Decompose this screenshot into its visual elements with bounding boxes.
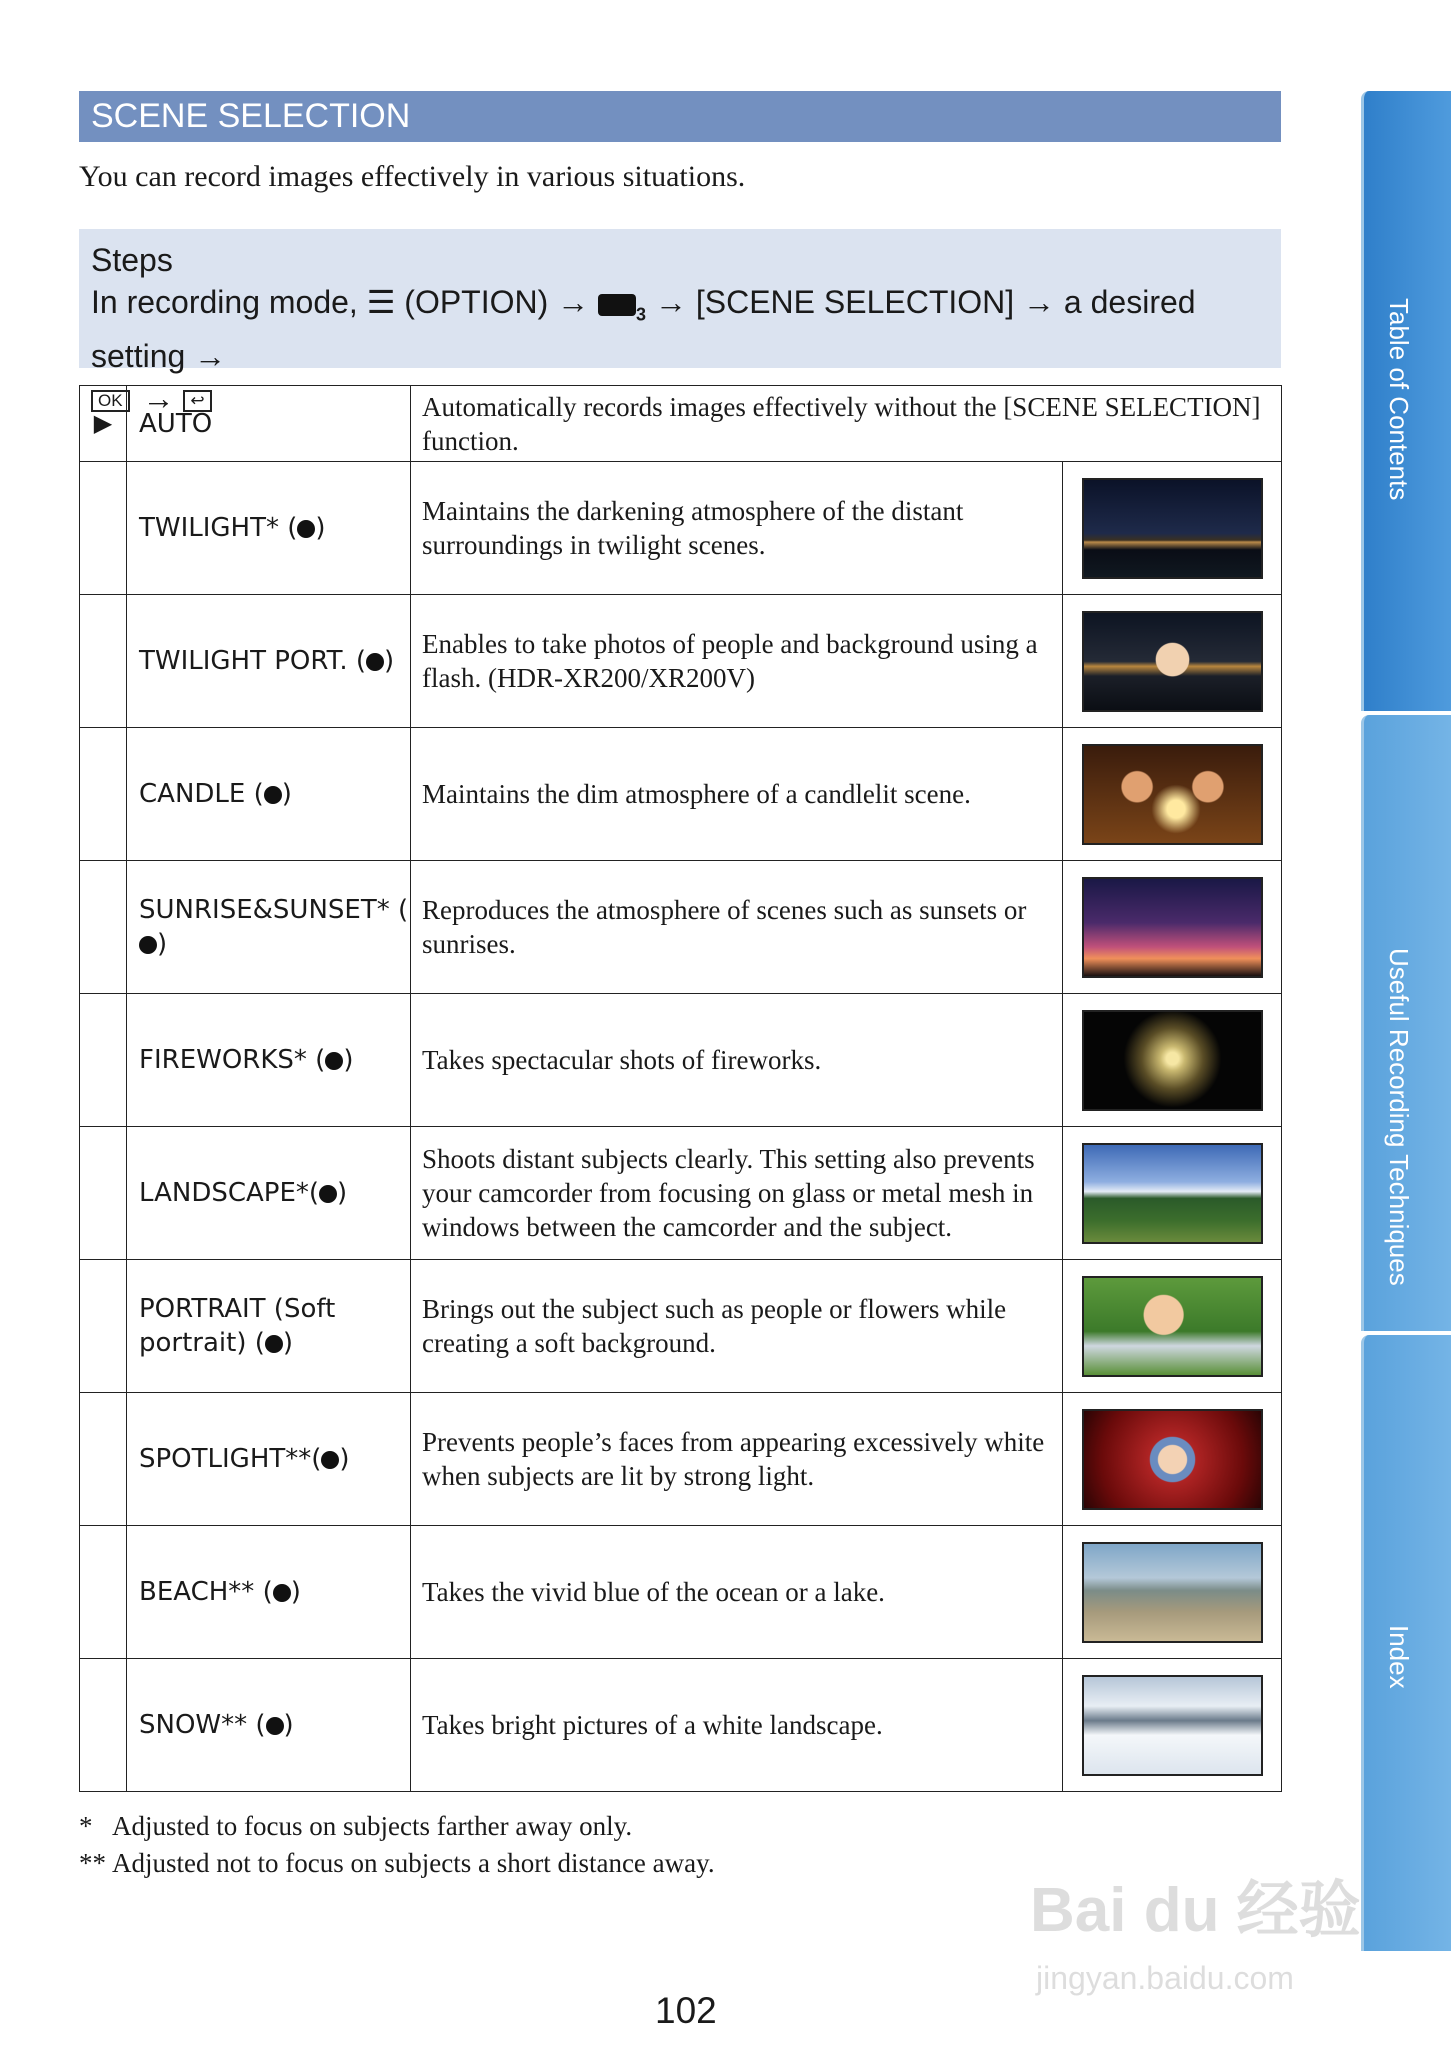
scene-name: TWILIGHT* ( ) — [127, 462, 411, 595]
scene-image-cell — [1063, 994, 1282, 1127]
footnote-2: ** Adjusted not to focus on subjects a short distance away. — [79, 1848, 715, 1878]
landscape-icon — [319, 1185, 337, 1203]
section-header: SCENE SELECTION — [79, 91, 1281, 142]
scene-table — [79, 385, 1282, 1792]
row-marker: ▶ — [80, 386, 127, 462]
steps-heading: Steps — [91, 242, 173, 278]
watermark-logo: Bai du 经验 — [1030, 1876, 1361, 1945]
scene-description: Enables to take photos of people and background using a flash. (HDR-XR200/XR200V) — [411, 595, 1063, 728]
intro-text: You can record images effectively in various situations. — [79, 160, 746, 193]
row-marker — [80, 1127, 127, 1260]
scene-name: BEACH** ( ) — [127, 1526, 411, 1659]
landscape-photo — [1082, 1143, 1263, 1244]
page-number: 102 — [655, 1990, 717, 2031]
row-marker — [80, 595, 127, 728]
beach-photo — [1082, 1542, 1263, 1643]
snow-icon — [266, 1717, 284, 1735]
scene-image-cell — [1063, 1526, 1282, 1659]
row-marker — [80, 1260, 127, 1393]
scene-image-cell — [1063, 462, 1282, 595]
scene-description: Reproduces the atmosphere of scenes such as sunsets or sunrises. — [411, 861, 1063, 994]
twilight-portrait-photo — [1082, 611, 1263, 712]
scene-name: LANDSCAPE*( ) — [127, 1127, 411, 1260]
spotlight-photo — [1082, 1409, 1263, 1510]
watermark-url: jingyan.baidu.com — [1036, 1960, 1294, 1996]
steps-confirm: OK → ↩ — [91, 377, 1269, 419]
scene-description: Brings out the subject such as people or flowers while creating a soft background. — [411, 1260, 1063, 1393]
scene-name: TWILIGHT PORT. ( ) — [127, 595, 411, 728]
portrait-icon — [265, 1335, 283, 1353]
scene-description: Maintains the darkening atmosphere of the distant surroundings in twilight scenes. — [411, 462, 1063, 595]
row-marker — [80, 1526, 127, 1659]
camera-icon — [598, 294, 636, 316]
scene-description: Takes bright pictures of a white landscape. — [411, 1659, 1063, 1792]
steps-instruction: In recording mode, ☰ (OPTION) → $_3$ → [SCENE SELECTION] → a desired setting → — [91, 284, 1196, 375]
table-row — [80, 595, 1282, 728]
scene-name: FIREWORKS* ( ) — [127, 994, 411, 1127]
tab-index[interactable]: Index — [1361, 1335, 1451, 1951]
beach-icon — [273, 1584, 291, 1602]
candle-photo — [1082, 744, 1263, 845]
tab-table-of-contents[interactable]: Table of Contents — [1361, 91, 1451, 711]
scene-image-cell — [1063, 861, 1282, 994]
scene-image-cell — [1063, 1659, 1282, 1792]
table-row — [80, 386, 1282, 462]
table-row — [80, 994, 1282, 1127]
row-marker — [80, 1393, 127, 1526]
snow-photo — [1082, 1675, 1263, 1776]
scene-name: SPOTLIGHT**( ) — [127, 1393, 411, 1526]
footnotes — [79, 1808, 715, 1882]
table-row — [80, 462, 1282, 595]
return-button: ↩ — [183, 390, 211, 412]
scene-image-cell — [1063, 1260, 1282, 1393]
steps-box — [79, 229, 1281, 417]
candle-icon — [264, 786, 282, 804]
scene-image-cell — [1063, 1127, 1282, 1260]
table-row — [80, 1260, 1282, 1393]
row-marker — [80, 1659, 127, 1792]
scene-name: SNOW** ( ) — [127, 1659, 411, 1792]
scene-description: Takes spectacular shots of fireworks. — [411, 994, 1063, 1127]
scene-image-cell — [1063, 728, 1282, 861]
scene-description: Maintains the dim atmosphere of a candlelit scene. — [411, 728, 1063, 861]
portrait-photo — [1082, 1276, 1263, 1377]
scene-name: PORTRAIT (Soft portrait) ( ) — [127, 1260, 411, 1393]
scene-description: Takes the vivid blue of the ocean or a lake. — [411, 1526, 1063, 1659]
tab-useful-recording-techniques[interactable]: Useful Recording Techniques — [1361, 715, 1451, 1331]
scene-description: Automatically records images effectively without the [SCENE SELECTION] function. — [411, 386, 1282, 462]
spotlight-icon — [321, 1451, 339, 1469]
fireworks-photo — [1082, 1010, 1263, 1111]
row-marker — [80, 728, 127, 861]
table-row — [80, 728, 1282, 861]
fireworks-icon — [325, 1052, 343, 1070]
row-marker — [80, 462, 127, 595]
ok-button: OK — [91, 390, 130, 412]
scene-name: AUTO — [127, 386, 411, 462]
scene-image-cell — [1063, 595, 1282, 728]
twilight-bridge-photo — [1082, 478, 1263, 579]
scene-description: Prevents people’s faces from appearing excessively white when subjects are lit by strong light. — [411, 1393, 1063, 1526]
scene-description: Shoots distant subjects clearly. This setting also prevents your camcorder from focusing on glass or metal mesh in windows between the camcorder and the subject. — [411, 1127, 1063, 1260]
row-marker — [80, 861, 127, 994]
table-row — [80, 1127, 1282, 1260]
sunset-icon — [139, 936, 157, 954]
moon-icon — [297, 520, 315, 538]
scene-name: SUNRISE&SUNSET* () — [127, 861, 411, 994]
sunset-palms-photo — [1082, 877, 1263, 978]
scene-image-cell — [1063, 1393, 1282, 1526]
twilight-portrait-icon — [366, 653, 384, 671]
row-marker — [80, 994, 127, 1127]
table-row — [80, 861, 1282, 994]
scene-name: CANDLE ( ) — [127, 728, 411, 861]
option-icon: ☰ — [366, 284, 396, 320]
table-row — [80, 1393, 1282, 1526]
table-row — [80, 1659, 1282, 1792]
footnote-1: * Adjusted to focus on subjects farther away only. — [79, 1811, 633, 1841]
table-row — [80, 1526, 1282, 1659]
